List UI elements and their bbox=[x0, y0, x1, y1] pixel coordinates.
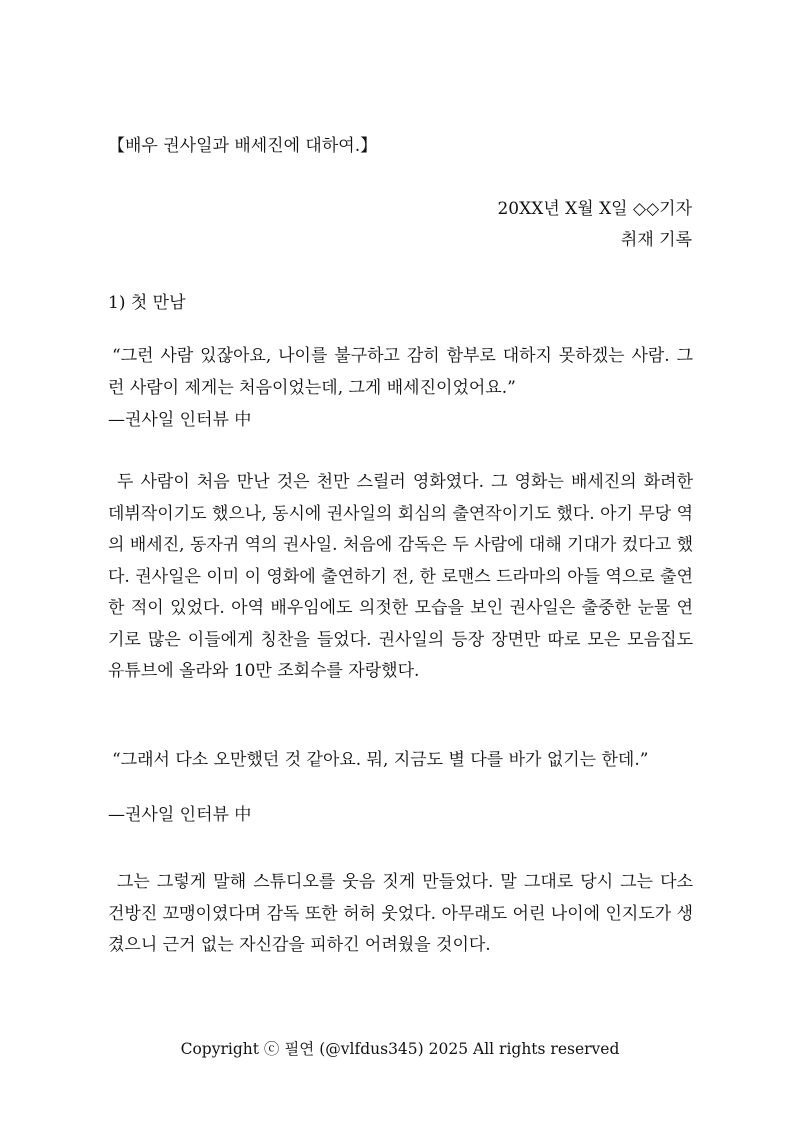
body-paragraph: 그는 그렇게 말해 스튜디오를 웃음 짓게 만들었다. 말 그대로 당시 그는 다소 건방진 꼬맹이였다며 감독 또한 허허 웃었다. 아무래도 어린 나이에 인지도가 생겼으니 근거 없는 자신감을 피하긴 어려웠을 것이다. bbox=[108, 872, 693, 955]
copyright-footer: Copyright ⓒ 필연 (@vlfdus345) 2025 All rights reserved bbox=[180, 1040, 620, 1058]
quote-source: —권사일 인터뷰 中 bbox=[108, 805, 252, 825]
body-paragraph: 두 사람이 처음 만난 것은 천만 스릴러 영화였다. 그 영화는 배세진의 화려한 데뷔작이기도 했으나, 동시에 권사일의 회심의 출연작이기도 했다. 아기 무당 역의 배세진, 동자귀 역의 권사일. 처음에 감독은 두 사람에 대해 기대가 컸다고 했다. 권사일은 이미 이 영화에 출연하기 전, 한 로맨스 드라마의 아들 역으로 출연한 적이 있었다. 아역 배우임에도 의젓한 모습을 보인 권사일은 출중한 눈물 연기로 많은 이들에게 칭찬을 들었다. 권사일의 등장 장면만 따로 모은 모음집도 유튜브에 올라와 10만 조회수를 자랑했다. bbox=[108, 472, 693, 681]
byline: 20XX년 X월 X일 ◇◇기자 bbox=[497, 199, 692, 219]
record-label: 취재 기록 bbox=[620, 230, 692, 250]
document-title: 【배우 권사일과 배세진에 대하여.】 bbox=[108, 136, 378, 156]
quote-source: —권사일 인터뷰 中 bbox=[108, 410, 252, 430]
interview-quote: “그런 사람 있잖아요, 나이를 불구하고 감히 함부로 대하지 못하겠는 사람. 그런 사람이 제게는 처음이었는데, 그게 배세진이었어요.” bbox=[108, 346, 693, 398]
section-heading: 1) 첫 만남 bbox=[108, 293, 186, 313]
interview-quote: “그래서 다소 오만했던 것 같아요. 뭐, 지금도 별 다를 바가 없기는 한데.” bbox=[112, 750, 649, 770]
